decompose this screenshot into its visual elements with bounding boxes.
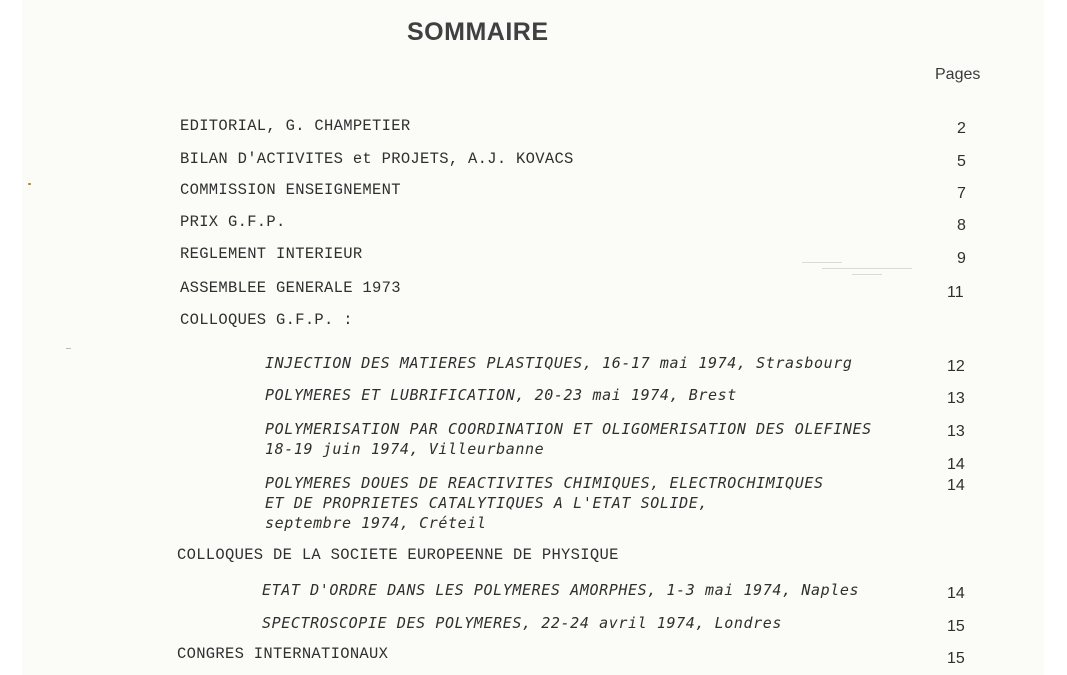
toc-subentry-etat-ordre: ETAT D'ORDRE DANS LES POLYMERES AMORPHES, 1-3 mai 1974, Naples [262, 581, 860, 599]
toc-entry-congres: CONGRES INTERNATIONAUX [177, 645, 389, 663]
page-title: SOMMAIRE [407, 18, 549, 46]
toc-entry-colloques-sep: COLLOQUES DE LA SOCIETE EUROPEENNE DE PHYSIQUE [177, 546, 619, 564]
scan-speck [28, 183, 31, 185]
toc-page-congres: 15 [947, 650, 965, 667]
toc-entry-assemblee: ASSEMBLEE GENERALE 1973 [180, 279, 401, 297]
toc-subentry-reactivites: POLYMERES DOUES DE REACTIVITES CHIMIQUES, ELECTROCHIMIQUES [265, 474, 824, 492]
scan-smudge [852, 274, 882, 275]
toc-entry-reglement: REGLEMENT INTERIEUR [180, 245, 363, 263]
toc-page-commission: 7 [957, 185, 966, 202]
toc-page-lubrification: 13 [947, 390, 965, 407]
pages-column-header: Pages [935, 66, 981, 83]
toc-subentry-spectroscopie: SPECTROSCOPIE DES POLYMERES, 22-24 avril 1974, Londres [262, 614, 783, 632]
toc-subentry-injection: INJECTION DES MATIERES PLASTIQUES, 16-17 mai 1974, Strasbourg [265, 354, 853, 372]
document-page [22, 0, 1044, 675]
toc-page-prix: 8 [957, 217, 966, 234]
toc-page-assemblee: 11 [947, 284, 964, 301]
scan-speck [66, 348, 71, 349]
toc-subentry-polymerisation: POLYMERISATION PAR COORDINATION ET OLIGOMERISATION DES OLEFINES [265, 420, 872, 438]
toc-subentry-reactivites-line2: ET DE PROPRIETES CATALYTIQUES A L'ETAT SOLIDE, [265, 494, 709, 512]
toc-page-reglement: 9 [957, 250, 966, 267]
toc-page-editorial: 2 [957, 120, 966, 137]
toc-entry-editorial: EDITORIAL, G. CHAMPETIER [180, 117, 411, 135]
toc-page-reactivites: 14 [947, 477, 965, 494]
toc-page-etat-ordre: 14 [947, 585, 965, 602]
toc-entry-colloques-gfp: COLLOQUES G.F.P. : [180, 311, 353, 329]
toc-page-spectroscopie: 15 [947, 618, 965, 635]
toc-subentry-polymerisation-line2: 18-19 juin 1974, Villeurbanne [265, 440, 545, 458]
toc-entry-commission: COMMISSION ENSEIGNEMENT [180, 181, 401, 199]
scan-smudge [822, 268, 912, 269]
toc-page-bilan: 5 [957, 153, 966, 170]
toc-page-polymerisation: 13 [947, 423, 965, 440]
toc-page-polymerisation-extra: 14 [947, 456, 965, 473]
toc-page-injection: 12 [947, 358, 965, 375]
toc-entry-bilan: BILAN D'ACTIVITES et PROJETS, A.J. KOVACS [180, 150, 574, 168]
toc-subentry-lubrification: POLYMERES ET LUBRIFICATION, 20-23 mai 1974, Brest [265, 386, 737, 404]
scan-smudge [802, 262, 842, 263]
toc-entry-prix: PRIX G.F.P. [180, 213, 286, 231]
toc-subentry-reactivites-line3: septembre 1974, Créteil [265, 514, 487, 532]
